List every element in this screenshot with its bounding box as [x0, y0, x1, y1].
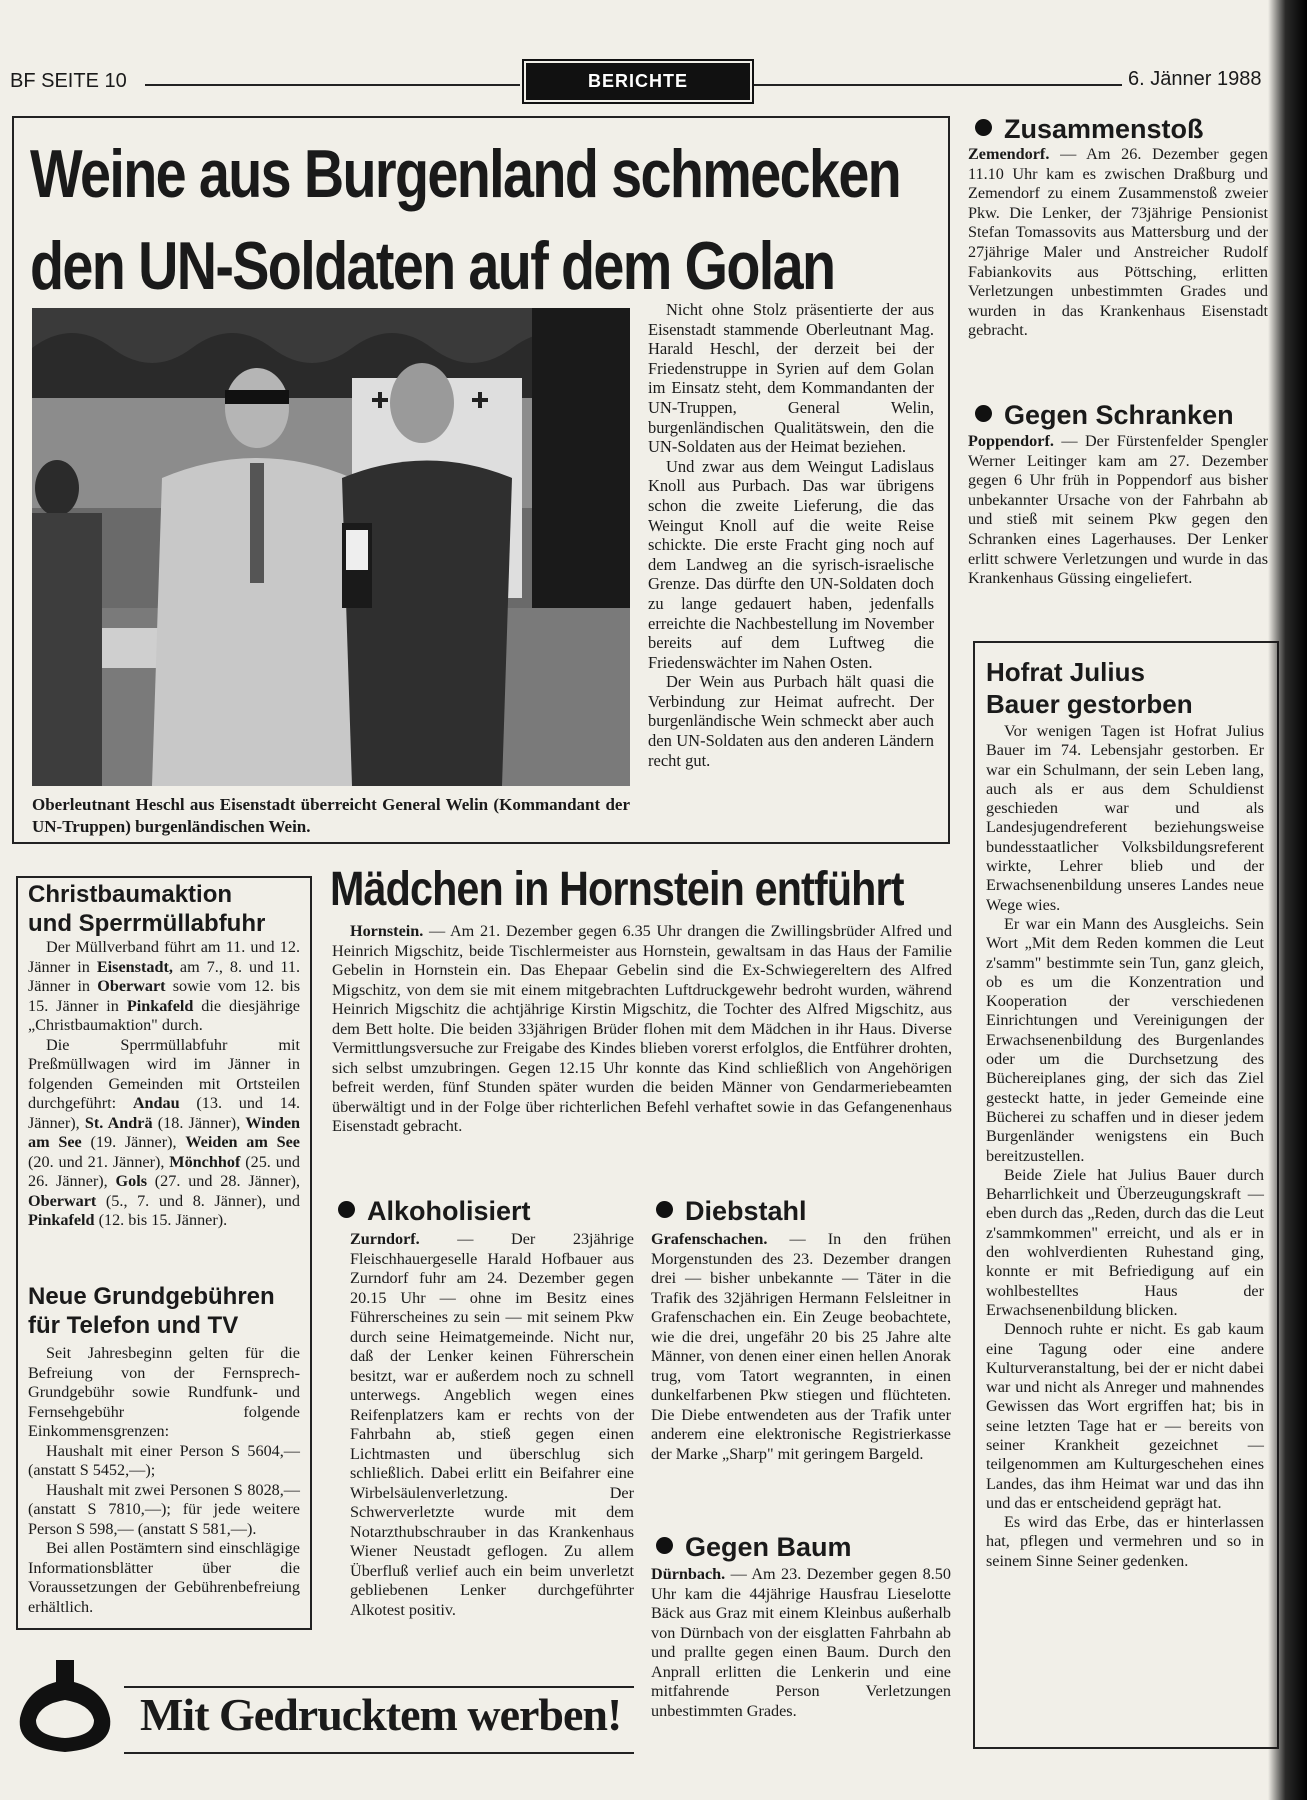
- ad-rule-bottom: [124, 1752, 634, 1754]
- hofrat-title-line2: Bauer gestorben: [986, 689, 1193, 719]
- bullet-icon: [975, 405, 992, 422]
- christbaum-title-line1: Christbaumaktion: [28, 881, 233, 908]
- dateline: Hornstein.: [350, 922, 424, 940]
- hofrat-paragraph: Er war ein Mann des Ausgleichs. Sein Wort „Mit dem Reden kommen die Leut z'samm" bestimmte sein Tun, ganz gleich, ob es um die Konzentration und Kooperation der verschiedenen Einrichtungen und Vereinigungen der Erwachsenenbildung des Burgenlandes oder um die Durchsetzung des Büchereiplanes ging, der sich das Ziel gesteckt hatte, in jeder Gemeinde eine Bücherei zu schaffen und in dieser jedem Burgenländer wenigstens ein Buch bereitzustellen.: [986, 914, 1264, 1165]
- hofrat-paragraph: Dennoch ruhte er nicht. Es gab kaum eine Tagung oder eine andere Kulturveranstaltung, bei der er nicht dabei war und nicht als Anreger und mahnendes Gewissen das Wort ergriffen hat; bis in seine letzten Tage hat er — bereits von seiner Krankheit gezeichnet — teilgenommen am Kulturgeschehen eines Landes, das ihm Heimat war und das ihn und das er entscheidend geprägt hat.: [986, 1320, 1264, 1512]
- photo-caption: Oberleutnant Heschl aus Eisenstadt überreicht General Welin (Kommandant der UN-Truppen) burgenländischen Wein.: [32, 795, 630, 836]
- hofrat-title-line1: Hofrat Julius: [986, 657, 1145, 687]
- telefon-paragraph: Bei allen Postämtern sind einschlägige Informationsblätter über die Voraussetzungen der Gebührenbefreiung erhältlich.: [28, 1539, 300, 1616]
- main-paragraph: Nicht ohne Stolz präsentierte der aus Eisenstadt stammende Oberleutnant Mag. Harald Heschl, der derzeit bei der Friedenstruppe in Syrien auf dem Golan im Einsatz steht, dem Kommandanten der UN-Truppen, General Welin, burgenländischen Qualitätswein, den die UN-Soldaten aus der Heimat beziehen.: [648, 300, 934, 457]
- telefon-title-line1: Neue Grundgebühren: [28, 1283, 275, 1310]
- baum-text: Dürnbach. — Am 23. Dezember gegen 8.50 Uhr kam die 44jährige Hausfrau Lieselotte Bäck aus Graz mit einem Kleinbus außerhalb von Dürnbach von der eisglatten Fahrbahn ab und prallte gegen einen Baum. Durch den Anprall erlitten die Lenkerin und eine mitfahrende Person Verletzungen unbestimmten Grades.: [651, 1565, 951, 1720]
- dateline: Dürnbach.: [651, 1565, 726, 1583]
- hofrat-body: [986, 722, 1264, 1571]
- issue-date: 6. Jänner 1988: [1128, 68, 1262, 90]
- photo-illustration: [32, 308, 630, 786]
- bullet-icon: [656, 1537, 673, 1554]
- christbaum-paragraph: Der Müllverband führt am 11. und 12. Jänner in Eisenstadt, am 7., 8. und 11. Jänner in Oberwart sowie vom 12. bis 15. Jänner in Pinkafeld die diesjährige „Christbaumaktion" durch.: [28, 938, 301, 1034]
- alkohol-text: Zurndorf. — Der 23jährige Fleischhauergeselle Harald Hofbauer aus Zurndorf fuhr am 24. Dezember gegen 20.15 Uhr — ohne im Besitz eines Führerscheines zu sein — mit seinem Pkw durch seine Heimatgemeinde. Nicht nur, daß der Lenker keinen Führerschein besitzt, war er außerdem noch zu schnell unterwegs. Angeblich wegen eines Reifenplatzers kam er rechts von der Fahrbahn ab, stieß gegen einen Lichtmasten und überschlug sich schließlich. Dabei erlitt ein Beifahrer eine Wirbelsäulenverletzung. Der Schwerverletzte wurde mit dem Notarzthubschrauber in das Krankenhaus Wiener Neustadt geflogen. Zu allem Überfluß verlief auch ein beim unverletzt gebliebenen Lenker durchgeführter Alkotest positiv.: [350, 1230, 634, 1619]
- header-rule-right: [752, 84, 1122, 86]
- main-story-body: [648, 300, 934, 770]
- dateline: Zurndorf.: [350, 1230, 420, 1248]
- telefon-title-line2: für Telefon und TV: [28, 1312, 239, 1339]
- news-photo: [32, 308, 630, 786]
- zusammenstoss-heading: [975, 114, 1204, 144]
- dateline: Grafenschachen.: [651, 1230, 768, 1248]
- christbaum-heading: [28, 880, 265, 938]
- main-headline-line2: den UN-Soldaten auf dem Golan: [30, 228, 835, 304]
- hofrat-paragraph: Vor wenigen Tagen ist Hofrat Julius Bauer im 74. Lebensjahr gestorben. Er war ein Schulmann, der sein Leben lang, auch als er aus dem Schuldienst geschieden war und als Landesjugendreferent beziehungsweise bundesstaatlicher Volksbildungsreferent wirkte, Lehrer blieb und der Erwachsenenbildung unseres Landes neue Wege wies.: [986, 722, 1264, 914]
- section-badge: BERICHTE: [526, 63, 750, 100]
- bullet-icon: [975, 119, 992, 136]
- hofrat-paragraph: Es wird das Erbe, das er hinterlassen hat, pflegen und vermehren und so in seinem Sinne Seiner gedenken.: [986, 1513, 1264, 1570]
- christbaum-paragraph: Die Sperrmüllabfuhr mit Preßmüllwagen wird im Jänner in folgenden Gemeinden mit Ortsteilen durchgeführt: Andau (13. und 14. Jänner), St. Andrä (18. Jänner), Winden am See (19. Jänner), Weiden am See (20. und 21. Jänner), Mönchhof (25. und 26. Jänner), Gols (27. und 28. Jänner), Oberwart (5., 7. und 8. Jänner), und Pinkafeld (12. bis 15. Jänner).: [28, 1035, 301, 1229]
- telefon-paragraph: Haushalt mit zwei Personen S 8028,— (anstatt S 7810,—); für jede weitere Person S 598,— (anstatt S 581,—).: [28, 1480, 300, 1538]
- main-headline-line1: Weine aus Burgenland schmecken: [30, 136, 901, 212]
- diebstahl-heading: [656, 1196, 807, 1226]
- header-rule-left: [145, 84, 520, 86]
- zusammenstoss-title: Zusammenstoß: [1004, 114, 1204, 144]
- page-binding-shadow: [1268, 0, 1307, 1800]
- hofrat-paragraph: Beide Ziele hat Julius Bauer durch Beharrlichkeit und Überzeugungskraft — eben durch das „Reden, durch das die Leut z'sammkommen" erreicht, und als er in den wohlverdienten Ruhestand ging, konnte er mit Befriedigung auf ein wohlbestelltes Haus der Erwachsenenbildung blicken.: [986, 1165, 1264, 1319]
- dateline: Poppendorf.: [968, 432, 1054, 450]
- baum-body: [651, 1565, 951, 1721]
- page-number: BF SEITE 10: [10, 70, 127, 92]
- baum-heading: [656, 1532, 852, 1562]
- alkohol-title: Alkoholisiert: [367, 1196, 531, 1226]
- christbaum-body: [28, 938, 300, 1231]
- hofrat-heading: [986, 656, 1193, 720]
- main-paragraph: Der Wein aus Purbach hält quasi die Verbindung zur Heimat aufrecht. Der burgenländische Wein schmeckt aber auch den UN-Soldaten aus den anderen Ländern recht gut.: [648, 672, 934, 770]
- telefon-body: [28, 1344, 300, 1617]
- schranken-text: Poppendorf. — Der Fürstenfelder Spengler Werner Leitinger kam am 27. Dezember gegen 6 Uhr früh in Poppendorf aus bisher unbekannter Ursache von der Fahrbahn ab und stieß mit seinem Pkw gegen den Schranken eines Lagerhauses. Der Lenker erlitt schwere Verletzungen und wurde in das Krankenhaus Güssing eingeliefert.: [968, 432, 1268, 588]
- schranken-title: Gegen Schranken: [1004, 400, 1234, 430]
- bullet-icon: [656, 1201, 673, 1218]
- schranken-heading: [975, 400, 1234, 430]
- main-paragraph: Und zwar aus dem Weingut Ladislaus Knoll aus Purbach. Das war übrigens schon die zweite Lieferung, die das Weingut Knoll auf die weite Reise schickte. Die erste Fracht ging noch auf dem Landweg an die syrisch-israelische Grenze. Das dürfte den UN-Soldaten doch zu lange gedauert haben, jedenfalls erreichte die Nachbestellung im November bereits auf dem Luftweg die Friedenswächter im Nahen Osten.: [648, 456, 934, 672]
- alkohol-body: [350, 1230, 634, 1620]
- main-headline: [30, 128, 940, 312]
- dateline: Zemendorf.: [968, 145, 1050, 163]
- maedchen-body: [332, 922, 952, 1137]
- zusammenstoss-text: Zemendorf. — Am 26. Dezember gegen 11.10 Uhr kam es zwischen Draßburg und Zemendorf zu einem Zusammenstoß zweier Pkw. Die Lenker, der 73jährige Pensionist Stefan Tomassovits aus Mattersburg und der 27jährige Maler und Anstreicher Rudolf Fabiankovits aus Pöttsching, erlitten Verletzungen unbestimmten Grades und wurden in das Krankenhaus Eisenstadt gebracht.: [968, 145, 1268, 340]
- telefon-paragraph: Haushalt mit einer Person S 5604,— (anstatt S 5452,—);: [28, 1441, 300, 1479]
- bullet-icon: [338, 1201, 355, 1218]
- post-horn-logo-icon: [14, 1656, 116, 1756]
- alkohol-heading: [338, 1196, 531, 1226]
- baum-title: Gegen Baum: [685, 1532, 852, 1562]
- schranken-body: [968, 432, 1268, 589]
- diebstahl-title: Diebstahl: [685, 1196, 807, 1226]
- maedchen-headline: Mädchen in Hornstein entführt: [330, 863, 904, 916]
- christbaum-title-line2: und Sperrmüllabfuhr: [28, 910, 266, 937]
- telefon-heading: [28, 1282, 275, 1340]
- diebstahl-body: [651, 1230, 951, 1464]
- zusammenstoss-body: [968, 145, 1268, 341]
- telefon-paragraph: Seit Jahresbeginn gelten für die Befreiung von der Fernsprech-Grundgebühr sowie Rundfunk- und Fernsehgebühr folgende Einkommensgrenzen:: [28, 1344, 300, 1440]
- diebstahl-text: Grafenschachen. — In den frühen Morgenstunden des 23. Dezember drangen drei — bisher unbekannte — Täter in die Trafik des 32jährigen Hermann Felsleitner in Grafenschachen ein. Ein Zeuge beobachtete, wie die drei, ungefähr 20 bis 25 Jahre alte Männer, von denen einer einen hellen Anorak trug, vom Tatort wegrannten, in einen dunkelfarbenen Pkw stiegen und flüchteten. Die Diebe entwendeten aus der Trafik unter anderem eine elektronische Registrierkasse der Marke „Sharp" mit geringem Bargeld.: [651, 1230, 951, 1463]
- ad-slogan: Mit Gedrucktem werben!: [140, 1689, 622, 1740]
- maedchen-text: Hornstein. — Am 21. Dezember gegen 6.35 Uhr drangen die Zwillingsbrüder Alfred und Heinrich Migschitz, beide Tischlermeister aus Hornstein, gewaltsam in das Haus der Familie Gebelin in Hornstein ein. Das Ehepaar Gebelin sind die Ex-Schwiegereltern des Alfred Migschitz, von dem sie mit einem mitgebrachten Luftdruckgewehr bedroht wurden, während Heinrich Migschitz die achtjährige Kirstin Migschitz, die Tochter des Alfred Migschitz, aus dem Bett holte. Die beiden 33jährigen Brüder flohen mit dem Mädchen in ihr Haus. Diverse Vermittlungsversuche zur Freigabe des Kindes blieben vorerst erfolglos, die Entführer drohten, sich selbst umzubringen. Gegen 12.15 Uhr konnte das Kind schließlich von Angehörigen befreit werden, fünf Stunden später wurden die beiden Männer von Gendarmeriebeamten überwältigt und in der Folge über richterlichen Befehl verhaftet sowie in das Gefangenenhaus Eisenstadt gebracht.: [332, 922, 952, 1135]
